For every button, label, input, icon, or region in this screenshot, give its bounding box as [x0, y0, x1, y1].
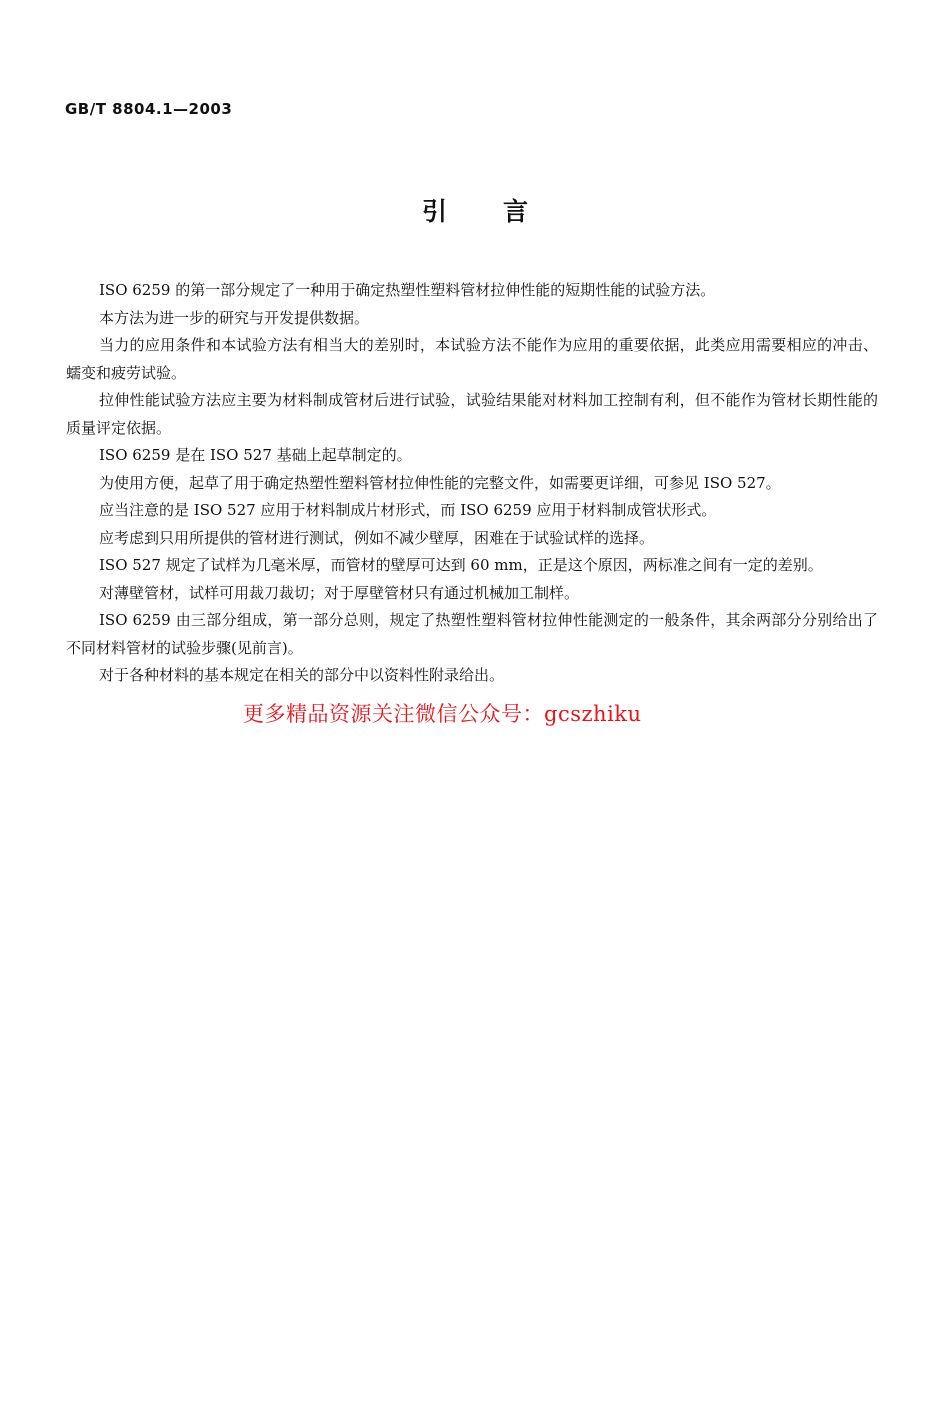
introduction-body — [66, 277, 878, 690]
paragraph: 拉伸性能试验方法应主要为材料制成管材后进行试验，试验结果能对材料加工控制有利，但不能作为管材长期性能的质量评定依据。 — [66, 391, 878, 437]
watermark-text: 更多精品资源关注微信公众号：gcszhiku — [243, 702, 642, 726]
document-code: GB/T 8804.1—2003 — [65, 100, 233, 118]
paragraph: ISO 6259 由三部分组成，第一部分总则，规定了热塑性塑料管材拉伸性能测定的一般条件，其余两部分分别给出了不同材料管材的试验步骤(见前言)。 — [66, 611, 878, 657]
section-title: 引言 — [421, 197, 584, 226]
paragraph: 对于各种材料的基本规定在相关的部分中以资料性附录给出。 — [99, 666, 505, 684]
paragraph: 本方法为进一步的研究与开发提供数据。 — [99, 308, 370, 327]
paragraph: ISO 6259 是在 ISO 527 基础上起草制定的。 — [99, 446, 412, 464]
paragraph: ISO 527 规定了试样为几毫米厚，而管材的壁厚可达到 60 mm，正是这个原因，两标准之间有一定的差别。 — [99, 556, 823, 574]
paragraph: 应当注意的是 ISO 527 应用于材料制成片材形式，而 ISO 6259 应用于材料制成管状形式。 — [99, 501, 717, 519]
paragraph: 当力的应用条件和本试验方法有相当大的差别时，本试验方法不能作为应用的重要依据，此类应用需要相应的冲击、蠕变和疲劳试验。 — [66, 336, 878, 382]
paragraph: 应考虑到只用所提供的管材进行测试，例如不减少壁厚，困难在于试验试样的选择。 — [99, 528, 655, 547]
paragraph: ISO 6259 的第一部分规定了一种用于确定热塑性塑料管材拉伸性能的短期性能的试验方法。 — [99, 281, 716, 299]
paragraph: 为使用方便，起草了用于确定热塑性塑料管材拉伸性能的完整文件，如需要更详细，可参见 ISO 527。 — [99, 473, 781, 492]
paragraph: 对薄壁管材，试样可用裁刀裁切；对于厚壁管材只有通过机械加工制样。 — [99, 583, 580, 602]
